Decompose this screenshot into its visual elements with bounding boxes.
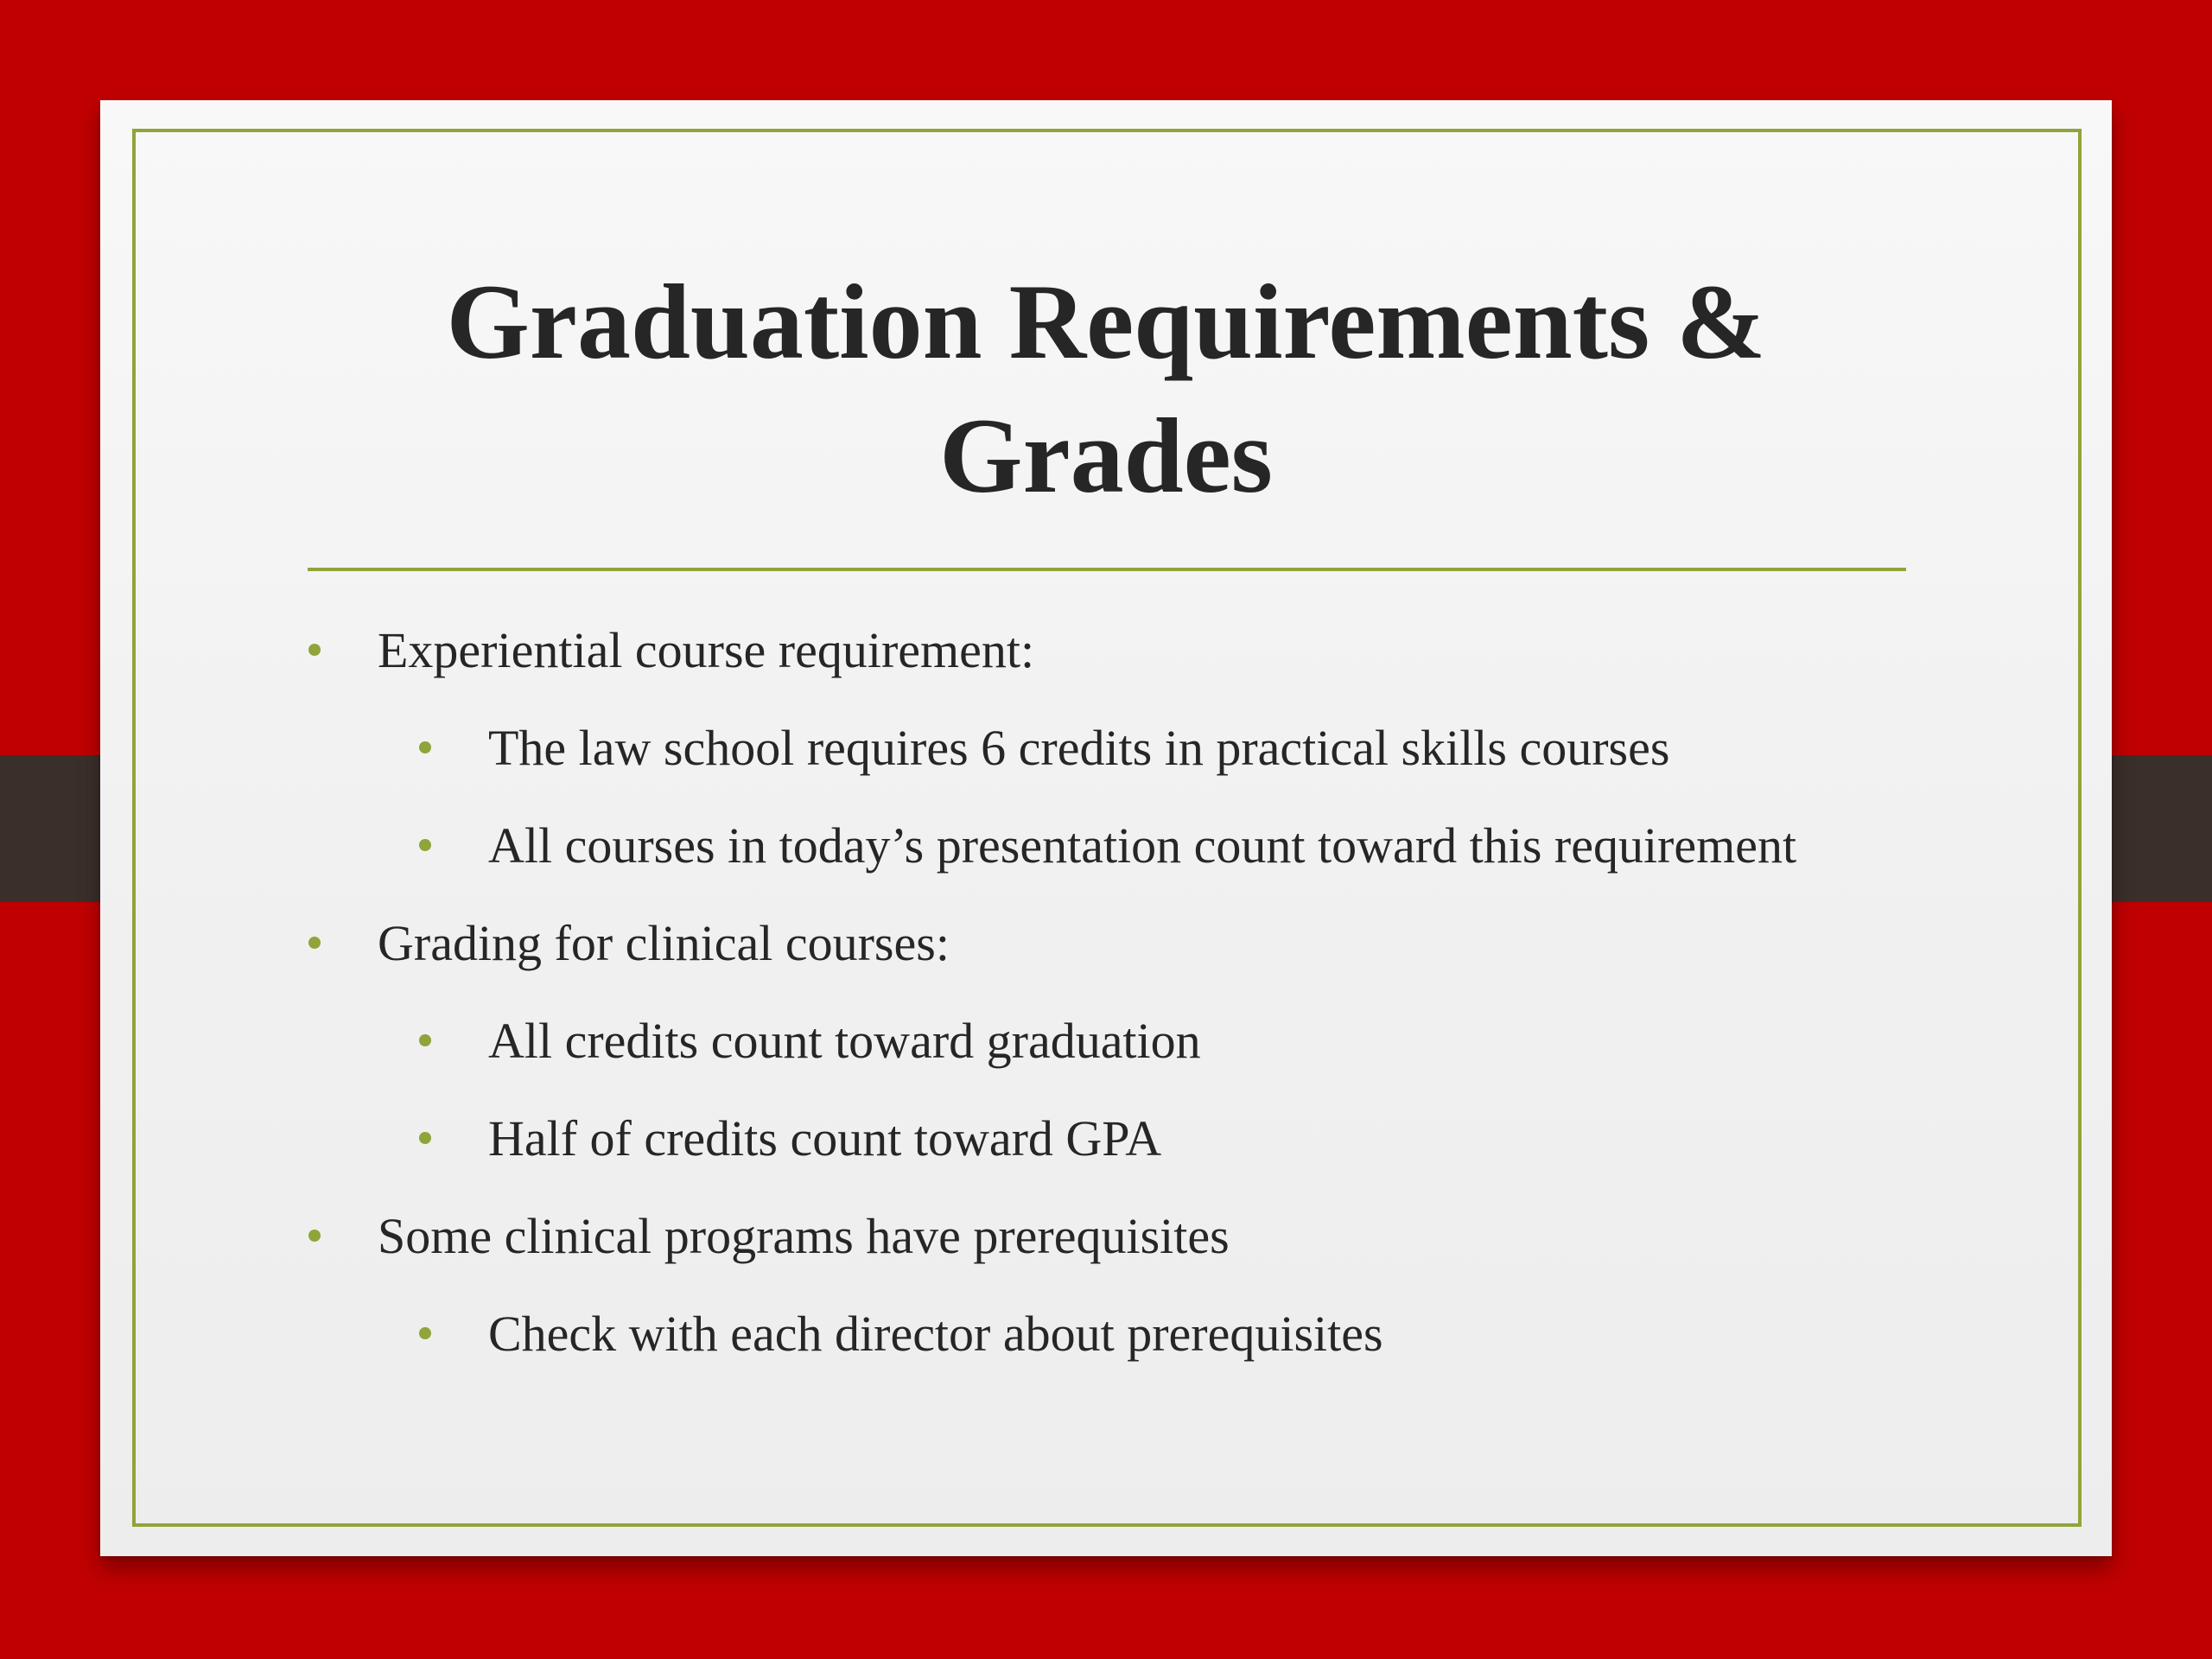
slide-title-line-2: Grades: [939, 397, 1273, 515]
bullet-text: Grading for clinical courses:: [378, 914, 950, 971]
bullet-text: Experiential course requirement:: [378, 621, 1035, 678]
bullet-text: Check with each director about prerequisites: [488, 1305, 1383, 1362]
bullet-dot-icon: [419, 839, 431, 851]
bullet-text: All courses in today’s presentation count toward this requirement: [488, 817, 1797, 874]
bullet-text: Some clinical programs have prerequisites: [378, 1207, 1230, 1264]
bullet-dot-icon: [419, 1327, 431, 1339]
bullet-dot-icon: [419, 1132, 431, 1144]
bullet-text: The law school requires 6 credits in practical skills courses: [488, 719, 1670, 776]
bullet-dot-icon: [419, 1034, 431, 1046]
slide-title-line-1: Graduation Requirements &: [446, 263, 1766, 381]
bullet-dot-icon: [308, 1230, 321, 1242]
bullet-text: All credits count toward graduation: [488, 1012, 1201, 1069]
bullet-dot-icon: [308, 644, 321, 656]
bullet-dot-icon: [308, 937, 321, 949]
bullet-text: Half of credits count toward GPA: [488, 1109, 1162, 1166]
bullet-dot-icon: [419, 741, 431, 753]
